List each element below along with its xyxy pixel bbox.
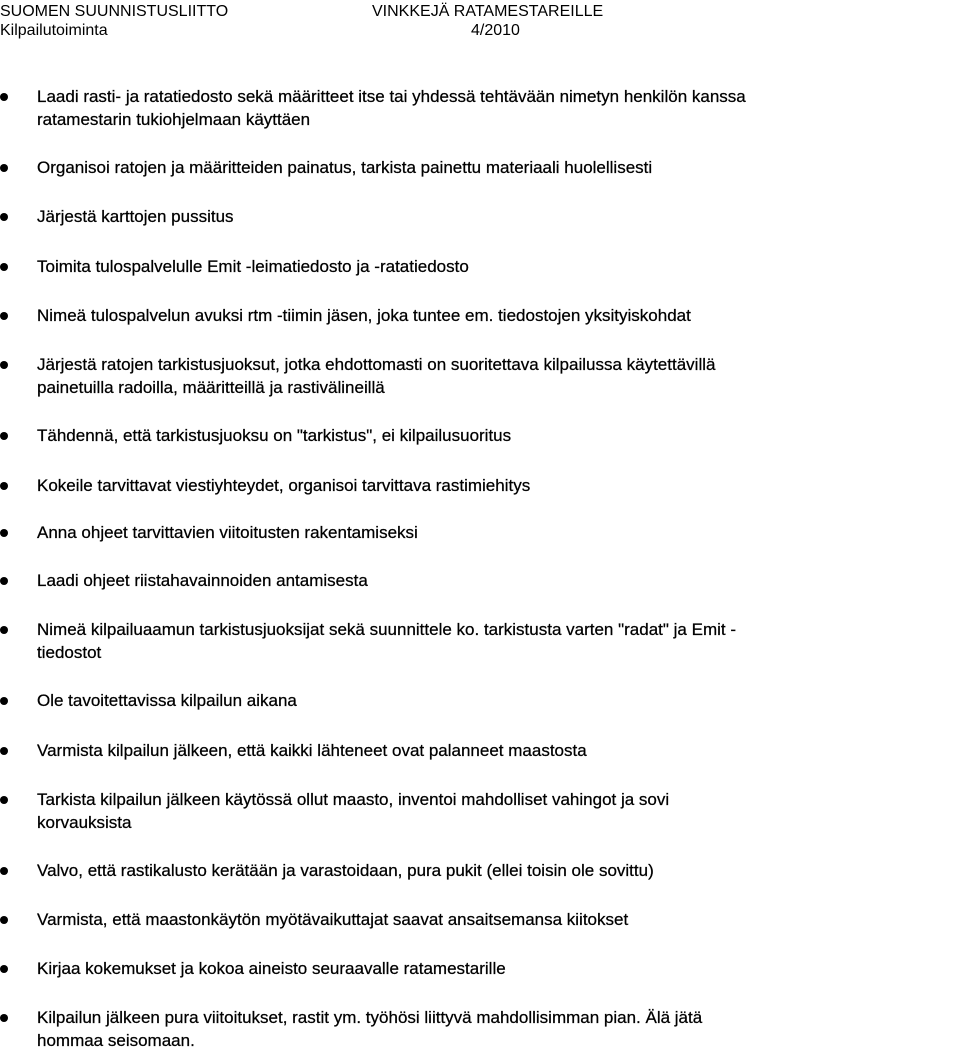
bullet-icon [0,529,8,537]
checklist-item-line: Tarkista kilpailun jälkeen käytössä ollut maasto, inventoi mahdolliset vahingot ja sovi [37,790,670,809]
bullet-icon [0,263,8,271]
checklist-item-line: Tähdennä, että tarkistusjuoksu on "tarkistus", ei kilpailusuoritus [37,426,512,445]
bullet-icon [0,482,8,490]
checklist-item-line: hommaa seisomaan. [37,1031,195,1050]
document-title: VINKKEJÄ RATAMESTAREILLE [372,3,604,20]
bullet-icon [0,432,8,440]
checklist-item-line: korvauksista [37,813,132,832]
checklist-item-line: Kirjaa kokemukset ja kokoa aineisto seuraavalle ratamestarille [37,959,506,978]
bullet-icon [0,312,8,320]
bullet-icon [0,93,8,101]
checklist-item-line: Varmista kilpailun jälkeen, että kaikki lähteneet ovat palanneet maastosta [37,741,587,760]
bullet-icon [0,867,8,875]
bullet-icon [0,626,8,634]
bullet-icon [0,361,8,369]
checklist-item-line: Toimita tulospalvelulle Emit -leimatiedosto ja -ratatiedosto [37,257,469,276]
bullet-icon [0,747,8,755]
checklist-item-line: Kilpailun jälkeen pura viitoitukset, rastit ym. työhösi liittyvä mahdollisimman pian. Älä jätä [37,1008,703,1027]
checklist-item-line: Varmista, että maastonkäytön myötävaikuttajat saavat ansaitsemansa kiitokset [37,910,629,929]
checklist-item-line: Anna ohjeet tarvittavien viitoitusten rakentamiseksi [37,523,418,542]
checklist-item-line: tiedostot [37,643,102,662]
organization-name: SUOMEN SUUNNISTUSLIITTO [0,3,229,20]
checklist-item-line: Järjestä karttojen pussitus [37,207,234,226]
bullet-icon [0,965,8,973]
checklist-item-line: Laadi rasti- ja ratatiedosto sekä määritteet itse tai yhdessä tehtävään nimetyn henkilön kanssa [37,87,746,106]
issue-number: 4/2010 [471,22,520,39]
checklist-item-line: Ole tavoitettavissa kilpailun aikana [37,691,297,710]
bullet-icon [0,213,8,221]
bullet-icon [0,697,8,705]
checklist-item-line: Nimeä tulospalvelun avuksi rtm -tiimin jäsen, joka tuntee em. tiedostojen yksityiskohdat [37,306,691,325]
bullet-icon [0,796,8,804]
bullet-icon [0,164,8,172]
checklist-item-line: Nimeä kilpailuaamun tarkistusjuoksijat sekä suunnittele ko. tarkistusta varten "radat" ja Emit - [37,620,736,639]
bullet-icon [0,1014,8,1022]
checklist-item-line: Laadi ohjeet riistahavainnoiden antamisesta [37,571,368,590]
checklist-item-line: painetuilla radoilla, määritteillä ja rastivälineillä [37,378,385,397]
checklist-item-line: Järjestä ratojen tarkistusjuoksut, jotka ehdottomasti on suoritettava kilpailussa käytettävillä [37,355,716,374]
department-name: Kilpailutoiminta [0,22,108,39]
checklist-item-line: Organisoi ratojen ja määritteiden painatus, tarkista painettu materiaali huolellisesti [37,158,653,177]
bullet-icon [0,916,8,924]
checklist-item-line: ratamestarin tukiohjelmaan käyttäen [37,110,311,129]
checklist-item-line: Kokeile tarvittavat viestiyhteydet, organisoi tarvittava rastimiehitys [37,476,531,495]
bullet-icon [0,577,8,585]
checklist-item-line: Valvo, että rastikalusto kerätään ja varastoidaan, pura pukit (ellei toisin ole sovittu) [37,861,654,880]
